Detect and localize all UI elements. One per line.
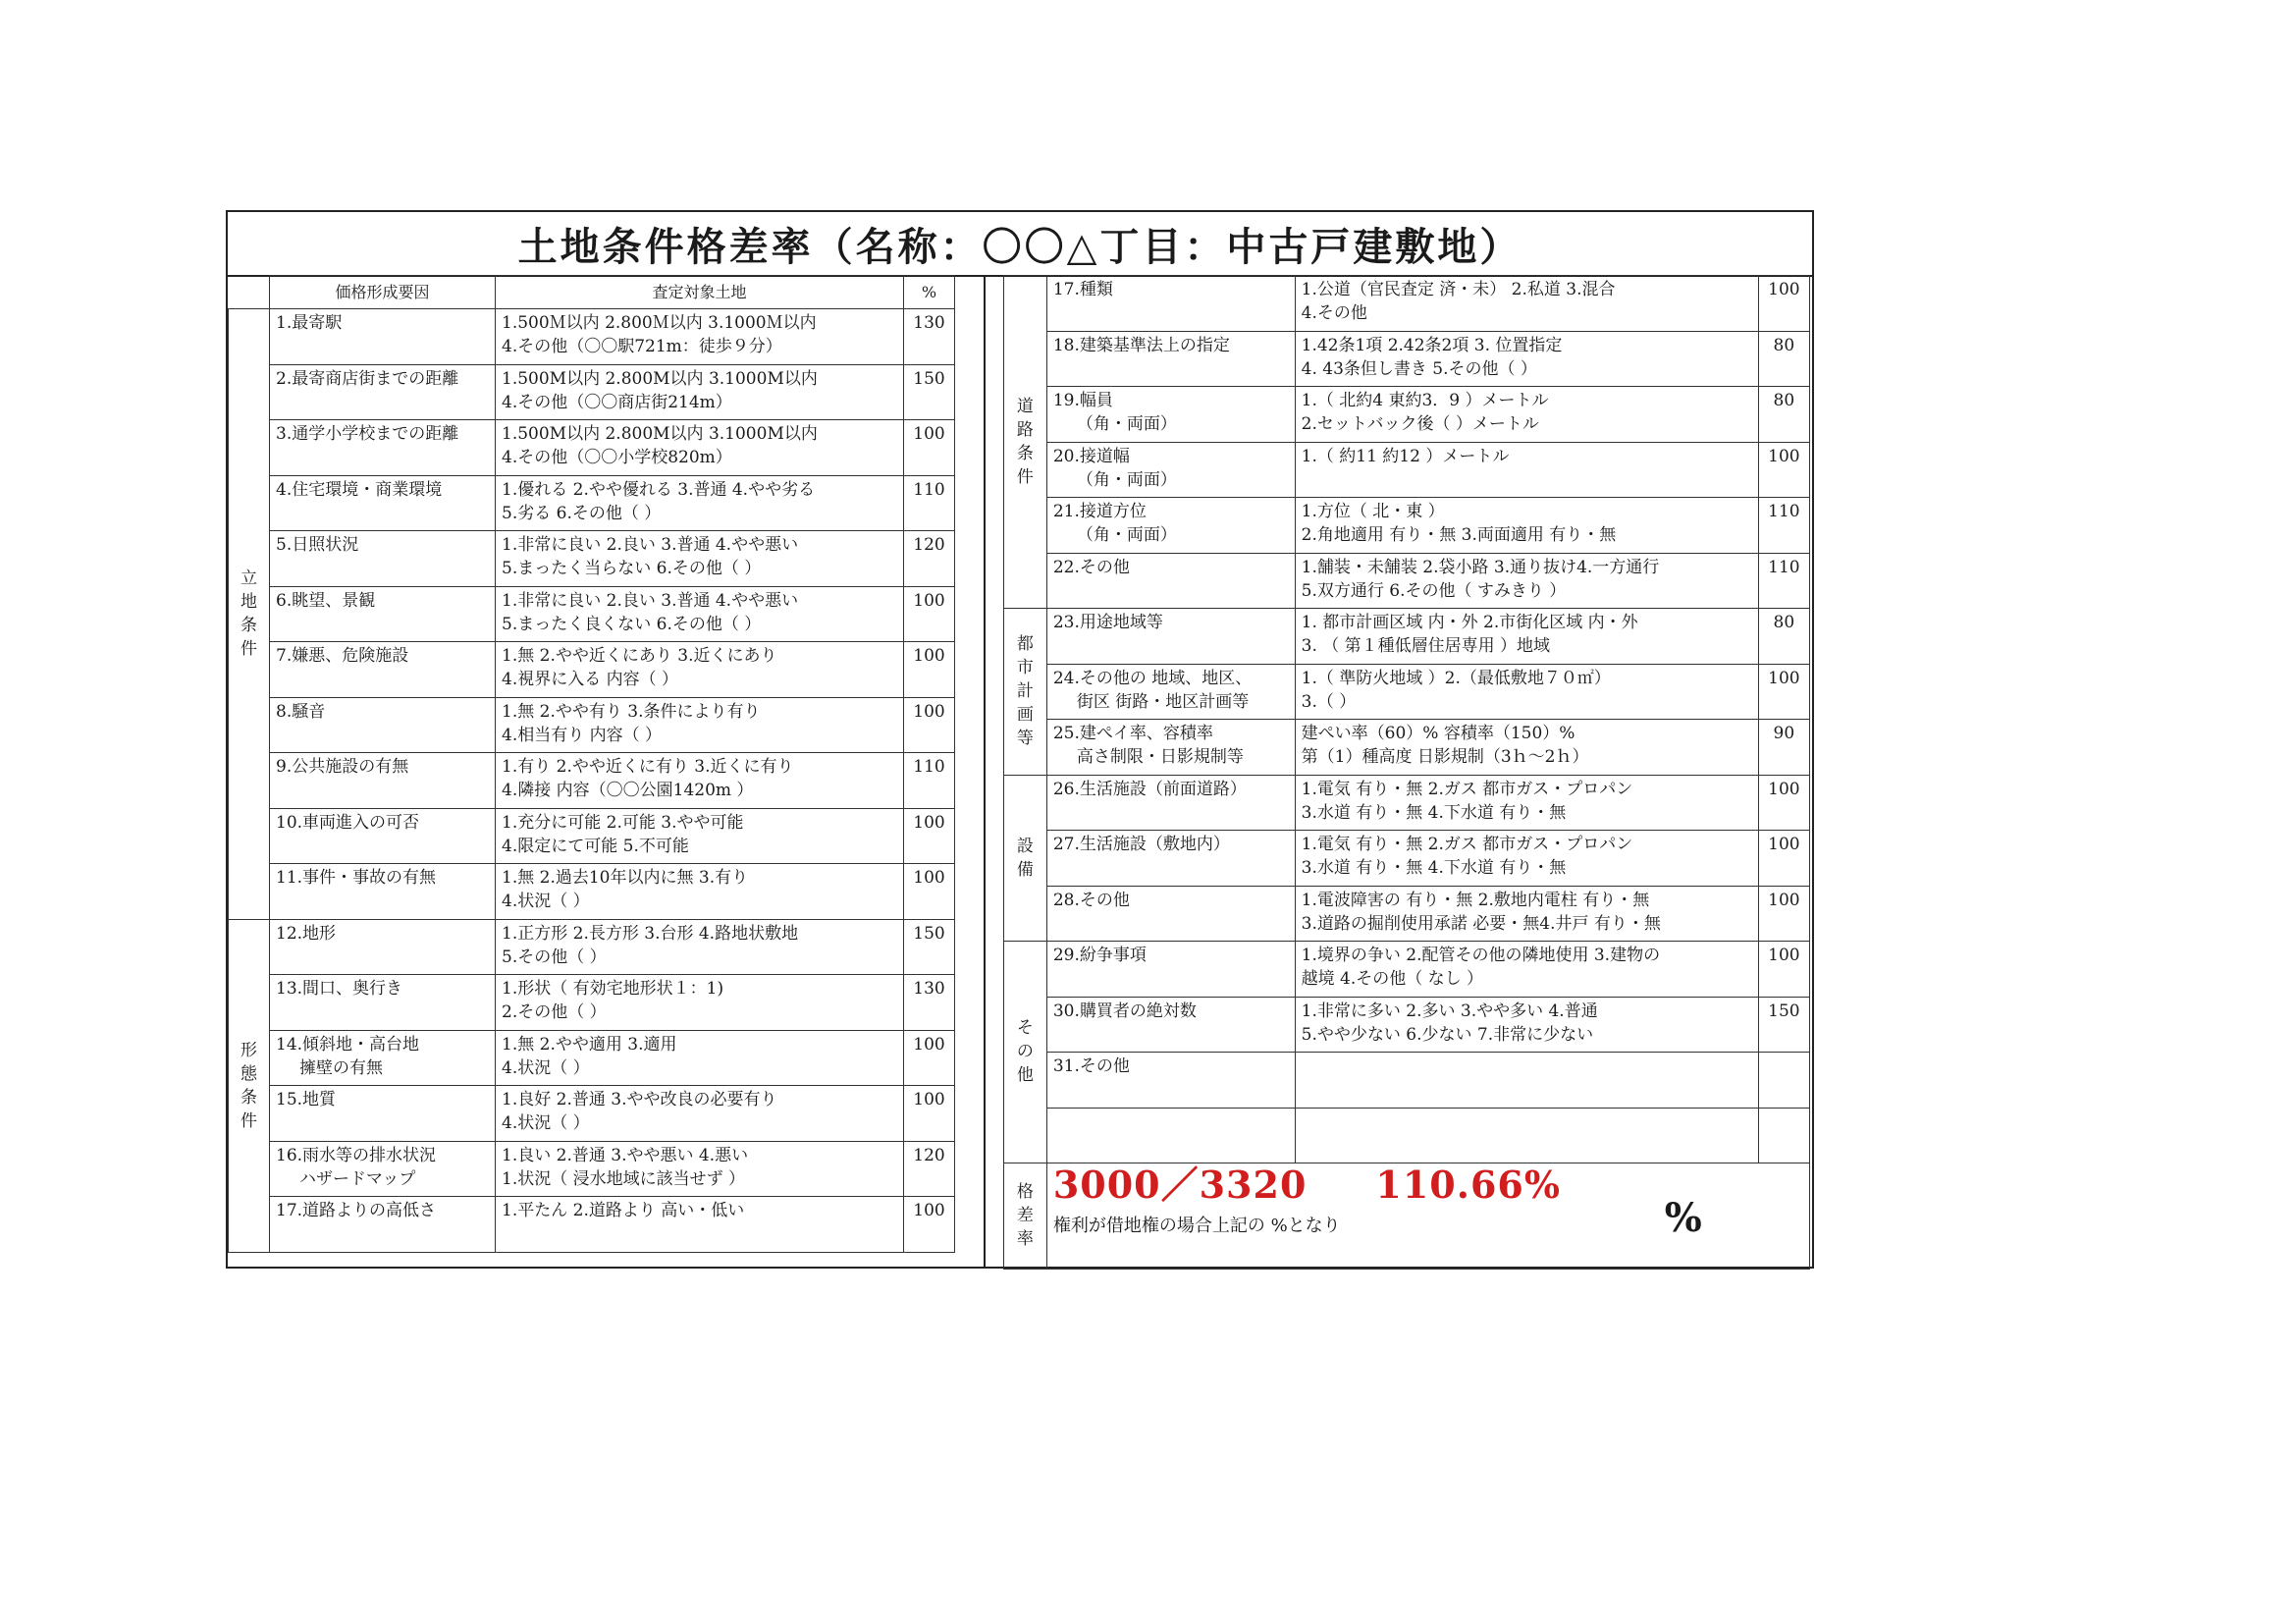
factor-cell [270, 975, 496, 1031]
group-label-text: 設備 [1016, 836, 1034, 880]
factor-label: 27.生活施設（敷地内） [1052, 835, 1230, 854]
left-table [228, 275, 955, 1253]
pct-cell: 100 [1758, 886, 1809, 942]
factor-label: 13.間口、奥行き [276, 979, 403, 999]
table-row [229, 586, 955, 642]
target-cell [496, 309, 904, 365]
factor-label: 8.騒音 [276, 701, 326, 722]
factor-label: 24.その他の 地域、地区、 [1052, 668, 1253, 688]
target-line-2: 越境 4.その他（ なし ） [1301, 969, 1484, 989]
factor-label: 7.嫌悪、危険施設 [276, 646, 409, 666]
factor-cell [270, 753, 496, 809]
table-row [1004, 775, 1810, 831]
pct-cell: 80 [1758, 331, 1809, 387]
target-line-1: 1.電気 有り・無 2.ガス 都市ガス・プロパン [1301, 779, 1633, 799]
factor-cell [270, 1030, 496, 1086]
factor-cell [1046, 886, 1295, 942]
right-table [1003, 275, 1810, 1270]
target-line-2: 4.状況（ ） [502, 1057, 590, 1078]
group-label-text: 立地条件 [240, 568, 257, 660]
table-row [229, 697, 955, 753]
pct-cell: 120 [904, 1141, 955, 1197]
table-row [229, 642, 955, 698]
factor-cell [270, 364, 496, 420]
target-line-2: 4.状況（ ） [502, 892, 590, 911]
factor-cell [1046, 276, 1295, 332]
pct-cell: 150 [1758, 997, 1809, 1053]
factor-label: 15.地質 [276, 1090, 337, 1109]
target-line-2: 5.双方通行 6.その他（ すみきり ） [1301, 580, 1567, 601]
pct-cell: 100 [904, 1197, 955, 1253]
table-row [1004, 609, 1810, 665]
target-cell [1295, 942, 1758, 998]
group-label-text: その他 [1016, 1018, 1034, 1086]
target-line-1: 1.優れる 2.やや優れる 3.普通 4.やや劣る [502, 479, 816, 500]
target-cell [1295, 831, 1758, 887]
target-cell [496, 697, 904, 753]
factor-label: 17.種類 [1052, 280, 1113, 299]
target-cell [1295, 498, 1758, 554]
target-line-2: 5.その他（ ） [502, 947, 607, 967]
rate-note: 権利が借地権の場合上記の %となり [1052, 1215, 1341, 1236]
target-line-2: 4.隣接 内容（〇〇公園1420m ） [502, 781, 754, 800]
table-row [1004, 1053, 1810, 1109]
table-row [229, 753, 955, 809]
pct-cell: 120 [904, 531, 955, 587]
pct-cell: 100 [1758, 942, 1809, 998]
factor-label: 25.建ぺイ率、容積率 [1052, 724, 1213, 743]
pct-cell: 100 [904, 864, 955, 920]
target-line-2 [1302, 468, 1752, 492]
target-line-2: 第（1）種高度 日影規制（3ｈ～2ｈ） [1301, 747, 1589, 767]
pct-cell: 100 [904, 1086, 955, 1142]
group-label [1004, 276, 1047, 609]
group-label-text: 都市計画等 [1016, 634, 1034, 749]
target-line-2: 4.状況（ ） [502, 1113, 590, 1133]
target-line-1: 1.（ 約11 約12 ）メートル [1301, 446, 1510, 466]
factor-label: 2.最寄商店街までの距離 [276, 368, 459, 389]
group-label [1004, 609, 1047, 776]
target-cell [496, 531, 904, 587]
target-line-2: 1.状況（ 浸水地域に該当せず ） [502, 1168, 746, 1189]
target-line-1: 1.方位（ 北・東 ） [1301, 502, 1445, 521]
rate-row [1004, 1163, 1810, 1269]
factor-cell [1046, 942, 1295, 998]
factor-label: 28.その他 [1052, 890, 1130, 910]
pct-cell: 100 [904, 1030, 955, 1086]
table-row [229, 1086, 955, 1142]
pct-cell: 110 [904, 475, 955, 531]
table-row [229, 364, 955, 420]
table-row [229, 531, 955, 587]
pct-cell: 100 [904, 642, 955, 698]
target-line-1: 建ぺい率（60）% 容積率（150）% [1301, 724, 1575, 743]
factor-cell [270, 808, 496, 864]
target-line-2: 4. 43条但し書き 5.その他（ ） [1301, 358, 1537, 379]
factor-cell [1046, 553, 1295, 609]
target-line-1: 1.電波障害の 有り・無 2.敷地内電柱 有り・無 [1301, 890, 1650, 910]
factor-label-2: （角・両面） [1076, 525, 1177, 545]
factor-label-2: 擁壁の有無 [299, 1057, 383, 1078]
factor-label-2: 高さ制限・日影規制等 [1076, 747, 1244, 767]
factor-cell [1046, 609, 1295, 665]
pct-cell: 100 [1758, 276, 1809, 332]
table-row [1004, 886, 1810, 942]
factor-cell [270, 586, 496, 642]
target-line-2: 5.劣る 6.その他（ ） [502, 503, 662, 523]
group-label [1004, 942, 1047, 1163]
pct-cell: 100 [1758, 775, 1809, 831]
target-cell [1295, 276, 1758, 332]
target-line-2: 5.やや少ない 6.少ない 7.非常に少ない [1301, 1024, 1594, 1045]
table-row [1004, 997, 1810, 1053]
factor-cell [1046, 775, 1295, 831]
factor-label: 22.その他 [1052, 557, 1130, 577]
factor-cell [270, 1086, 496, 1142]
target-line-2: 3.水道 有り・無 4.下水道 有り・無 [1301, 858, 1567, 878]
group-label-text: 格差率 [1016, 1182, 1034, 1249]
target-line-1: 1. 都市計画区域 内・外 2.市街化区域 内・外 [1301, 613, 1638, 632]
target-line-1: 1.電気 有り・無 2.ガス 都市ガス・プロパン [1301, 835, 1633, 854]
pct-cell: 110 [1758, 553, 1809, 609]
target-line-1: 1.非常に多い 2.多い 3.やや多い 4.普通 [1301, 1001, 1598, 1021]
target-cell [496, 1086, 904, 1142]
target-cell [496, 808, 904, 864]
target-line-1: 1.正方形 2.長方形 3.台形 4.路地状敷地 [502, 923, 799, 944]
target-cell [1295, 664, 1758, 720]
target-line-1: 1.有り 2.やや近くに有り 3.近くに有り [502, 757, 794, 777]
target-cell [1295, 775, 1758, 831]
target-cell [496, 919, 904, 975]
target-line-2 [502, 1222, 897, 1246]
group-label-text: 形態条件 [240, 1040, 257, 1131]
target-line-2: 5.まったく当らない 6.その他（ ） [502, 559, 762, 578]
target-line-1: 1.500Ｍ以内 2.800Ｍ以内 3.1000Ｍ以内 [502, 313, 817, 333]
table-row [1004, 553, 1810, 609]
factor-cell [1046, 831, 1295, 887]
sheet-title: 土地条件格差率（名称：〇〇△丁目：中古戸建敷地） [228, 212, 1812, 277]
factor-cell [270, 919, 496, 975]
target-line-1: 1.無 2.やや有り 3.条件により有り [502, 701, 761, 722]
target-line-1 [1302, 1055, 1752, 1078]
target-line-1: 1.平たん 2.道路より 高い・低い [502, 1201, 745, 1220]
table-row [1004, 942, 1810, 998]
factor-label: 9.公共施設の有無 [276, 757, 409, 777]
pct-cell: 100 [904, 420, 955, 476]
pct-cell: 80 [1758, 609, 1809, 665]
factor-cell [1046, 498, 1295, 554]
target-line-1: 1.無 2.やや近くにあり 3.近くにあり [502, 646, 777, 666]
target-line-2: 5.まったく良くない 6.その他（ ） [502, 614, 762, 634]
rate-ratio: 3000／3320 [1052, 1163, 1308, 1207]
factor-label: 11.事件・事故の有無 [276, 868, 437, 888]
pct-cell: 130 [904, 975, 955, 1031]
target-line-2: 4.限定にて可能 5.不可能 [502, 836, 689, 856]
factor-cell [1046, 1053, 1295, 1109]
factor-label: 29.紛争事項 [1052, 946, 1147, 965]
group-label [1004, 1163, 1047, 1269]
target-line-2: 2.その他（ ） [502, 1002, 607, 1022]
factor-cell [270, 309, 496, 365]
factor-label: 20.接道幅 [1052, 446, 1130, 466]
pct-cell: 100 [1758, 442, 1809, 498]
factor-label-2: （角・両面） [1076, 469, 1177, 490]
factor-cell [270, 1141, 496, 1197]
pct-cell: 150 [904, 364, 955, 420]
factor-label: 14.傾斜地・高台地 [276, 1034, 420, 1055]
table-row [229, 1141, 955, 1197]
table-row [1004, 831, 1810, 887]
target-line-1: 1.（ 準防火地域 ）2.（最低敷地７０㎡） [1301, 668, 1611, 688]
pct-cell: 80 [1758, 387, 1809, 443]
rate-cell [1046, 1163, 1809, 1269]
target-line-1: 1.（ 北約4 東約3．9 ）メートル [1301, 391, 1549, 410]
table-row [229, 420, 955, 476]
target-line-1: 1.42条1項 2.42条2項 3. 位置指定 [1301, 335, 1563, 355]
target-line-2: 4.その他 [1301, 303, 1367, 323]
target-cell [1295, 886, 1758, 942]
factor-label: 5.日照状況 [276, 535, 359, 555]
target-line-2: 4.視界に入る 内容（ ） [502, 670, 679, 689]
factor-label: 21.接道方位 [1052, 502, 1147, 521]
land-condition-sheet [226, 210, 1814, 1269]
group-label-text: 道路条件 [1016, 397, 1034, 487]
pct-cell: 90 [1758, 720, 1809, 776]
factor-label: 6.眺望、景観 [276, 590, 376, 611]
factor-label: 23.用途地域等 [1052, 613, 1163, 632]
group-label [229, 919, 270, 1252]
rate-note-line [1052, 1194, 1803, 1241]
blank-cell [1046, 1108, 1295, 1163]
factor-cell [270, 475, 496, 531]
factor-cell [1046, 387, 1295, 443]
pct-cell: 130 [904, 309, 955, 365]
table-row [1004, 720, 1810, 776]
factor-label: 4.住宅環境・商業環境 [276, 479, 443, 500]
target-cell [496, 1141, 904, 1197]
factor-cell [1046, 331, 1295, 387]
factor-cell [1046, 442, 1295, 498]
table-row [1004, 387, 1810, 443]
pct-cell: 100 [904, 808, 955, 864]
table-row [229, 919, 955, 975]
target-cell [496, 642, 904, 698]
target-cell [496, 420, 904, 476]
target-line-1: 1.500M以内 2.800M以内 3.1000M以内 [502, 368, 818, 389]
table-row [229, 1197, 955, 1253]
target-line-1: 1.良い 2.普通 3.やや悪い 4.悪い [502, 1145, 749, 1165]
target-cell [496, 864, 904, 920]
target-line-1: 1.非常に良い 2.良い 3.普通 4.やや悪い [502, 535, 799, 555]
factor-cell [270, 864, 496, 920]
factor-cell [1046, 720, 1295, 776]
pct-cell: 100 [1758, 831, 1809, 887]
target-line-2: 2.セットバック後（ ）メートル [1301, 414, 1539, 434]
pct-cell: 150 [904, 919, 955, 975]
target-line-2: 3. （ 第１種低層住居専用 ）地域 [1301, 636, 1551, 656]
header-pct: % [904, 276, 955, 309]
column-divider [954, 275, 986, 1267]
pct-cell: 100 [904, 586, 955, 642]
factor-label-2: ハザードマップ [299, 1168, 416, 1189]
table-row [229, 808, 955, 864]
table-row [1004, 498, 1810, 554]
target-line-2: 3.（ ） [1301, 691, 1357, 712]
factor-label: 1.最寄駅 [276, 313, 343, 333]
pct-cell: 100 [1758, 664, 1809, 720]
table-row [1004, 276, 1810, 332]
rate-percent: 110.66% [1375, 1163, 1561, 1207]
target-cell [496, 1197, 904, 1253]
factor-label: 10.車両進入の可否 [276, 812, 420, 833]
target-cell [1295, 997, 1758, 1053]
target-cell [1295, 331, 1758, 387]
target-line-1: 1.充分に可能 2.可能 3.やや可能 [502, 812, 744, 833]
pct-cell: 100 [904, 697, 955, 753]
target-line-1: 1.良好 2.普通 3.やや改良の必要有り [502, 1090, 777, 1109]
target-line-2: 3.道路の掘削使用承諾 必要・無4.井戸 有り・無 [1301, 913, 1661, 934]
table-row [229, 864, 955, 920]
factor-label: 30.購買者の絶対数 [1052, 1001, 1197, 1021]
target-cell [496, 753, 904, 809]
factor-label-2: （角・両面） [1076, 414, 1177, 434]
factor-label: 31.その他 [1052, 1056, 1130, 1076]
header-target: 査定対象土地 [496, 276, 904, 309]
pct-cell [1758, 1053, 1809, 1109]
header-factor: 価格形成要因 [270, 276, 496, 309]
target-line-1: 1.無 2.過去10年以内に無 3.有り [502, 868, 749, 888]
factor-cell [270, 420, 496, 476]
table-row [229, 475, 955, 531]
target-line-2: 2.角地適用 有り・無 3.両面適用 有り・無 [1301, 525, 1617, 545]
factor-cell [1046, 664, 1295, 720]
header-blank [229, 276, 270, 309]
target-cell [1295, 720, 1758, 776]
table-row [1004, 331, 1810, 387]
table-row-blank [1004, 1108, 1810, 1163]
blank-cell [1758, 1108, 1809, 1163]
target-line-1: 1.無 2.やや適用 3.適用 [502, 1034, 677, 1055]
target-line-2: 4.その他（〇〇駅721m：徒歩９分） [502, 337, 782, 356]
factor-cell [1046, 997, 1295, 1053]
target-cell [1295, 609, 1758, 665]
target-cell [496, 586, 904, 642]
factor-label: 17.道路よりの高低さ [276, 1201, 437, 1220]
factor-cell [270, 697, 496, 753]
rate-pct-sign: % [1664, 1194, 1702, 1241]
target-cell [1295, 387, 1758, 443]
target-line-1: 1.500M以内 2.800M以内 3.1000M以内 [502, 424, 818, 444]
group-label [229, 309, 270, 920]
blank-cell [1295, 1108, 1758, 1163]
table-row [229, 309, 955, 365]
target-line-2 [1302, 1078, 1752, 1102]
target-line-1: 1.形状（ 有効宅地形状１：1) [502, 979, 724, 999]
target-line-2: 4.その他（〇〇商店街214m） [502, 392, 732, 412]
target-cell [496, 475, 904, 531]
factor-cell [270, 642, 496, 698]
target-cell [1295, 442, 1758, 498]
factor-label-2: 街区 街路・地区計画等 [1076, 691, 1250, 712]
factor-label: 12.地形 [276, 923, 337, 944]
group-label [1004, 775, 1047, 942]
table-row [1004, 664, 1810, 720]
factor-label: 3.通学小学校までの距離 [276, 424, 459, 444]
target-line-1: 1.舗装・未舗装 2.袋小路 3.通り抜け4.一方通行 [1301, 557, 1660, 577]
target-cell [496, 975, 904, 1031]
factor-cell [270, 531, 496, 587]
target-cell [1295, 1053, 1758, 1109]
table-row [229, 975, 955, 1031]
pct-cell: 110 [1758, 498, 1809, 554]
target-cell [496, 364, 904, 420]
table-row [229, 1030, 955, 1086]
sheet-body [228, 275, 1812, 1267]
factor-label: 16.雨水等の排水状況 [276, 1145, 437, 1165]
table-row [1004, 442, 1810, 498]
factor-label: 18.建築基準法上の指定 [1052, 335, 1230, 355]
factor-cell [270, 1197, 496, 1253]
target-line-1: 1.非常に良い 2.良い 3.普通 4.やや悪い [502, 590, 799, 611]
target-cell [496, 1030, 904, 1086]
target-line-1: 1.公道（官民査定 済・未） 2.私道 3.混合 [1301, 280, 1616, 299]
target-line-1: 1.境界の争い 2.配管その他の隣地使用 3.建物の [1301, 946, 1661, 965]
factor-label: 26.生活施設（前面道路） [1052, 779, 1247, 799]
pct-cell: 110 [904, 753, 955, 809]
target-cell [1295, 553, 1758, 609]
target-line-2: 4.相当有り 内容（ ） [502, 725, 663, 745]
target-line-2: 3.水道 有り・無 4.下水道 有り・無 [1301, 802, 1567, 823]
factor-label: 19.幅員 [1052, 391, 1113, 410]
target-line-2: 4.その他（〇〇小学校820m） [502, 448, 732, 467]
